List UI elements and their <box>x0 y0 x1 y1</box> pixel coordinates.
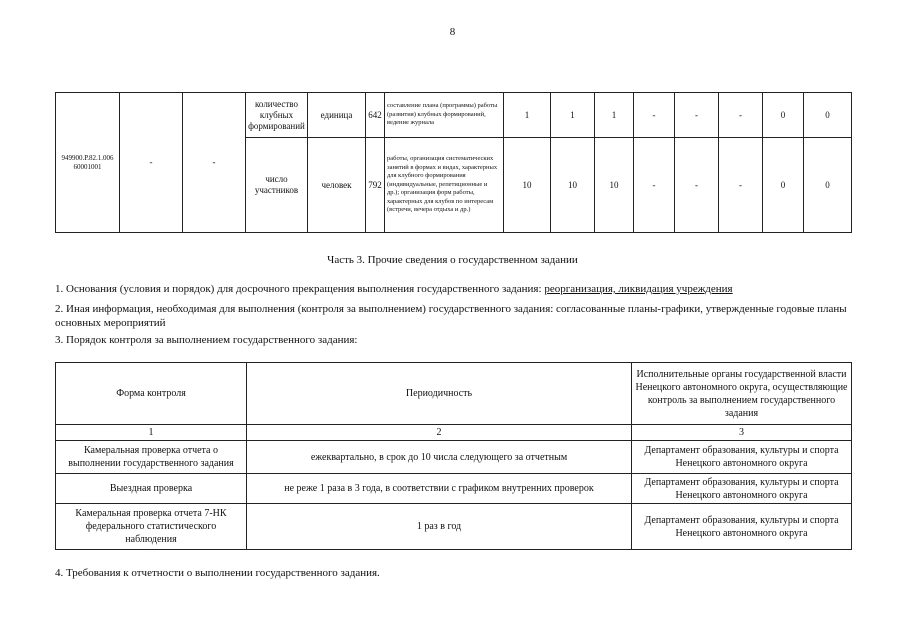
paragraph-other-info: 2. Иная информация, необходимая для выполнения (контроля за выполнением) государственного задания: согласованные планы-графики, утвержденные годовые планы основных мероприятий <box>55 303 847 329</box>
value-cell: 1 <box>595 93 634 138</box>
paragraph-reporting-requirements: 4. Требования к отчетности о выполнении государственного задания. <box>55 567 380 579</box>
value-cell: 10 <box>595 138 634 233</box>
indicator-unit: единица <box>308 93 366 138</box>
value-cell: 10 <box>504 138 551 233</box>
indicator-description: работы, организация систематических занятий в формах и видах, характерных для клубного формирования (индивидуальные, репетиционные и др.); организация форм работы, характерных для клубов по интересам (встречи, вечера отдыха и др.) <box>385 138 504 233</box>
control-form: Камеральная проверка отчета о выполнении государственного задания <box>56 441 247 474</box>
value-cell: - <box>675 138 719 233</box>
value-cell: 0 <box>804 93 852 138</box>
termination-grounds-value: реорганизация, ликвидация учреждения <box>544 283 733 295</box>
value-cell: - <box>675 93 719 138</box>
indicator-name: число участников <box>246 138 308 233</box>
value-cell: - <box>634 93 675 138</box>
column-header: Исполнительные органы государственной власти Ненецкого автономного округа, осуществляющие контроль за выполнением государственного задания <box>632 363 852 425</box>
table-row <box>56 474 852 504</box>
value-cell: - <box>719 138 763 233</box>
indicator-unit: человек <box>308 138 366 233</box>
indicator-table <box>55 92 852 233</box>
control-periodicity: 1 раз в год <box>247 504 632 550</box>
control-form: Камеральная проверка отчета 7-НК федерального статистического наблюдения <box>56 504 247 550</box>
indicator-code: 792 <box>366 138 385 233</box>
registry-number: 949900.Р.82.1.006 60001001 <box>56 93 120 233</box>
table-row <box>56 504 852 550</box>
value-cell: 10 <box>551 138 595 233</box>
paragraph-text: 1. Основания (условия и порядок) для досрочного прекращения выполнения государственного задания: <box>55 283 545 295</box>
page-number: 8 <box>449 26 456 38</box>
control-body: Департамент образования, культуры и спорта Ненецкого автономного округа <box>632 474 852 504</box>
control-periodicity: не реже 1 раза в 3 года, в соответствии с графиком внутренних проверок <box>247 474 632 504</box>
control-table <box>55 362 852 550</box>
paragraph-termination-grounds <box>55 282 855 296</box>
control-body: Департамент образования, культуры и спорта Ненецкого автономного округа <box>632 441 852 474</box>
value-cell: - <box>719 93 763 138</box>
value-cell: - <box>634 138 675 233</box>
value-cell: 0 <box>763 138 804 233</box>
column-number: 1 <box>56 425 247 441</box>
table-header-row <box>56 363 852 425</box>
column-header: Форма контроля <box>56 363 247 425</box>
empty-cell: - <box>183 93 246 233</box>
control-body: Департамент образования, культуры и спорта Ненецкого автономного округа <box>632 504 852 550</box>
table-row <box>56 441 852 474</box>
indicator-description: составление плана (программы) работы (развития) клубных формирований, ведение журнала <box>385 93 504 138</box>
indicator-name: количество клубных формирований <box>246 93 308 138</box>
section-title: Часть 3. Прочие сведения о государственном задании <box>327 254 578 266</box>
table-row <box>56 93 852 138</box>
value-cell: 1 <box>551 93 595 138</box>
column-number: 3 <box>632 425 852 441</box>
column-header: Периодичность <box>247 363 632 425</box>
empty-cell: - <box>120 93 183 233</box>
column-number: 2 <box>247 425 632 441</box>
control-periodicity: ежеквартально, в срок до 10 числа следующего за отчетным <box>247 441 632 474</box>
indicator-code: 642 <box>366 93 385 138</box>
table-number-row <box>56 425 852 441</box>
value-cell: 0 <box>763 93 804 138</box>
value-cell: 1 <box>504 93 551 138</box>
paragraph-control-procedure: 3. Порядок контроля за выполнением государственного задания: <box>55 334 358 346</box>
value-cell: 0 <box>804 138 852 233</box>
control-form: Выездная проверка <box>56 474 247 504</box>
